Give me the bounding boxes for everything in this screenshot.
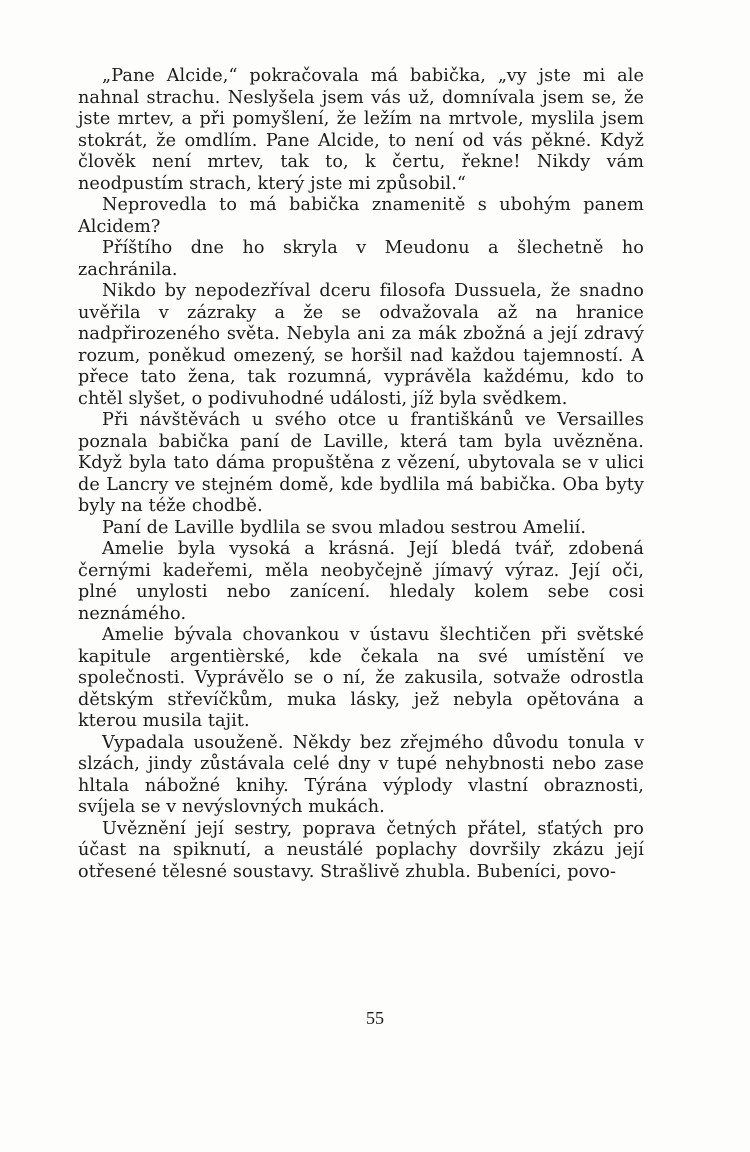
paragraph: Při návštěvách u svého otce u františkánů ve Versailles poznala babička paní de Laville, která tam byla uvězněna. Když byla tato dáma propuštěna z vězení, ubytovala se v ulici de Lancry ve stejném domě, kde bydlila má babička. Oba byty byly na téže chodbě.	[78, 410, 644, 516]
paragraph: Neprovedla to má babička znamenitě s ubohým panem Alcidem?	[78, 195, 644, 237]
paragraph: Uvěznění její sestry, poprava četných přátel, sťatých pro účast na spiknutí, a neustálé poplachy dovršily zkázu její otřesené tělesné soustavy. Strašlivě zhubla. Bubeníci, povo-	[78, 818, 644, 882]
paragraph: Amelie byla vysoká a krásná. Její bledá tvář, zdobená černými kadeřemi, měla neobyčejně jímavý výraz. Její oči, plné unylosti nebo zanícení. hledaly kolem sebe cosi neznámého.	[78, 539, 644, 624]
body-text	[78, 66, 644, 883]
paragraph: Příštího dne ho skryla v Meudonu a šlechetně ho zachránila.	[78, 238, 644, 280]
paragraph: Amelie bývala chovankou v ústavu šlechtičen při světské kapitule argentièrské, kde čekala na své umístění ve společnosti. Vyprávělo se o ní, že zakusila, sotvaže odrostla dětským střevíčkům, muka lásky, jež nebyla opětována a kterou musila tajit.	[78, 625, 644, 731]
paragraph: Nikdo by nepodezříval dceru filosofa Dussuela, že snadno uvěřila v zázraky a že se odvažovala až na hranice nadpřirozeného světa. Nebyla ani za mák zbožná a její zdravý rozum, poněkud omezený, se horšil nad každou tajemností. A přece tato žena, tak rozumná, vyprávěla každému, kdo to chtěl slyšet, o podivuhodné události, jíž byla svědkem.	[78, 281, 644, 409]
paragraph: Paní de Laville bydlila se svou mladou sestrou Amelií.	[102, 517, 587, 538]
paragraph: „Pane Alcide,“ pokračovala má babička, „vy jste mi ale nahnal strachu. Neslyšela jsem vás už, domnívala jsem se, že jste mrtev, a při pomyšlení, že ležím na mrtvole, myslila jsem stokrát, že omdlím. Pane Alcide, to není od vás pěkné. Když člověk není mrtev, tak to, k čertu, řekne! Nikdy vám neodpustím strach, který jste mi způsobil.“	[78, 66, 644, 194]
paragraph: Vypadala usouženě. Někdy bez zřejmého důvodu tonula v slzách, jindy zůstávala celé dny v tupé nehybnosti nebo zase hltala nábožné knihy. Týrána výplody vlastní obraznosti, svíjela se v nevýslovných mukách.	[78, 732, 644, 817]
page-number: 55	[366, 1008, 384, 1028]
